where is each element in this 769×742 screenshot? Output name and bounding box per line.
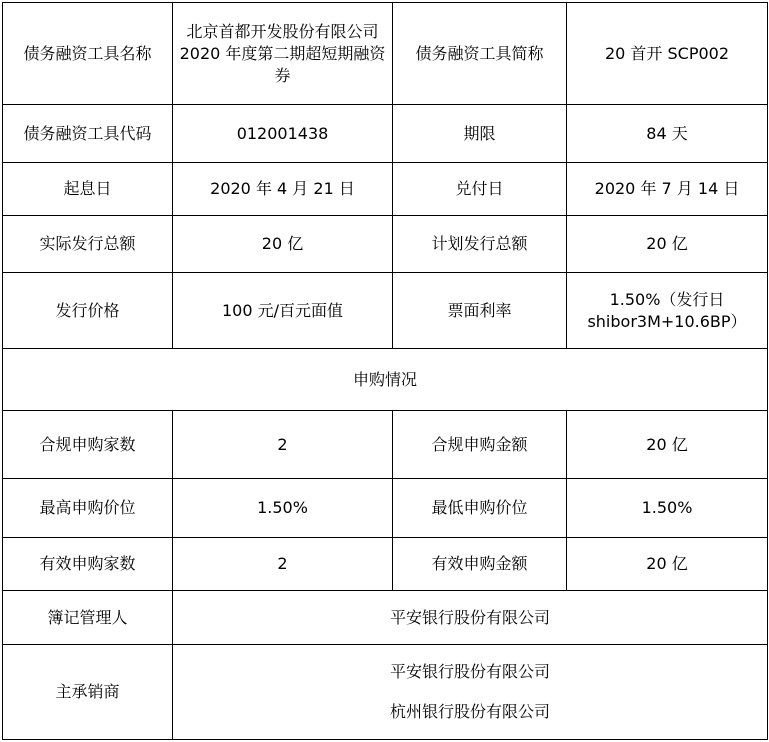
table-row xyxy=(3,273,768,349)
value-issue-price: 100 元/百元面值 xyxy=(173,273,393,349)
section-subscription-header: 申购情况 xyxy=(3,349,768,411)
table-row xyxy=(3,591,768,645)
label-planned-issue-amount: 计划发行总额 xyxy=(393,216,567,273)
label-coupon-rate: 票面利率 xyxy=(393,273,567,349)
value-lowest-bid-price: 1.50% xyxy=(567,479,768,538)
label-valid-subscription-amount: 有效申购金额 xyxy=(393,538,567,591)
value-term: 84 天 xyxy=(567,105,768,163)
label-issue-price: 发行价格 xyxy=(3,273,173,349)
label-actual-issue-amount: 实际发行总额 xyxy=(3,216,173,273)
issuance-result-table xyxy=(2,2,768,740)
table-row xyxy=(3,349,768,411)
label-value-date: 起息日 xyxy=(3,163,173,216)
label-compliant-subscription-amount: 合规申购金额 xyxy=(393,411,567,479)
table-row xyxy=(3,479,768,538)
value-actual-issue-amount: 20 亿 xyxy=(173,216,393,273)
value-highest-bid-price: 1.50% xyxy=(173,479,393,538)
value-compliant-subscriber-count: 2 xyxy=(173,411,393,479)
label-instrument-name: 债务融资工具名称 xyxy=(3,3,173,105)
label-bookrunner: 簿记管理人 xyxy=(3,591,173,645)
lead-underwriter-1: 平安银行股份有限公司 xyxy=(389,662,550,681)
label-lead-underwriter: 主承销商 xyxy=(3,645,173,740)
label-redemption-date: 兑付日 xyxy=(393,163,567,216)
value-valid-subscriber-count: 2 xyxy=(173,538,393,591)
value-coupon-rate: 1.50%（发行日 shibor3M+10.6BP） xyxy=(567,273,768,349)
value-redemption-date: 2020 年 7 月 14 日 xyxy=(567,163,768,216)
table-row xyxy=(3,645,768,740)
value-instrument-short-name: 20 首开 SCP002 xyxy=(567,3,768,105)
value-bookrunner: 平安银行股份有限公司 xyxy=(173,591,768,645)
label-term: 期限 xyxy=(393,105,567,163)
value-compliant-subscription-amount: 20 亿 xyxy=(567,411,768,479)
table-row xyxy=(3,105,768,163)
label-lowest-bid-price: 最低申购价位 xyxy=(393,479,567,538)
table-row xyxy=(3,163,768,216)
label-instrument-short-name: 债务融资工具简称 xyxy=(393,3,567,105)
label-highest-bid-price: 最高申购价位 xyxy=(3,479,173,538)
value-value-date: 2020 年 4 月 21 日 xyxy=(173,163,393,216)
table-row xyxy=(3,216,768,273)
table-row xyxy=(3,538,768,591)
table-row xyxy=(3,411,768,479)
value-instrument-code: 012001438 xyxy=(173,105,393,163)
label-compliant-subscriber-count: 合规申购家数 xyxy=(3,411,173,479)
label-valid-subscriber-count: 有效申购家数 xyxy=(3,538,173,591)
label-instrument-code: 债务融资工具代码 xyxy=(3,105,173,163)
value-lead-underwriters xyxy=(173,645,768,740)
table-row xyxy=(3,3,768,105)
value-valid-subscription-amount: 20 亿 xyxy=(567,538,768,591)
value-planned-issue-amount: 20 亿 xyxy=(567,216,768,273)
value-instrument-name: 北京首都开发股份有限公司 2020 年度第二期超短期融资券 xyxy=(173,3,393,105)
lead-underwriter-2: 杭州银行股份有限公司 xyxy=(389,702,550,721)
